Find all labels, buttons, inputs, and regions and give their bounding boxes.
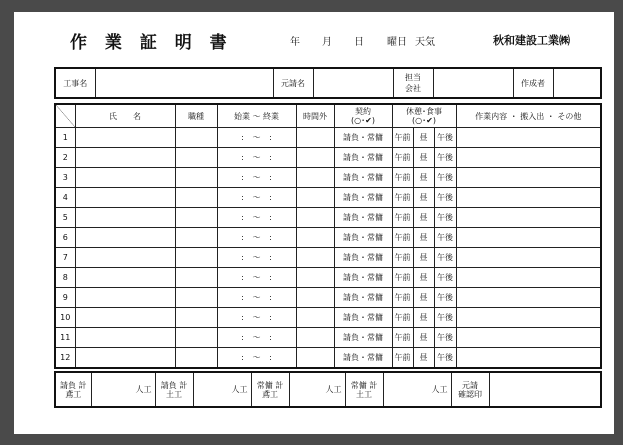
- table-row: [55, 168, 601, 188]
- corner-cell: [55, 104, 75, 128]
- approval-label-line2: 確認印: [458, 389, 482, 399]
- overtime-cell[interactable]: [296, 348, 334, 369]
- am-cell[interactable]: 午前: [392, 188, 413, 208]
- row-number: 11: [55, 328, 75, 348]
- overtime-cell[interactable]: [296, 228, 334, 248]
- time-start-colon: :: [241, 273, 244, 282]
- info-table: [54, 67, 602, 99]
- contract-cell[interactable]: 請負・常傭: [334, 348, 392, 369]
- overtime-cell[interactable]: [296, 328, 334, 348]
- total-label-1-line2: 鳶工: [65, 389, 82, 399]
- noon-cell[interactable]: 昼: [413, 308, 434, 328]
- pm-cell[interactable]: 午後: [434, 308, 456, 328]
- content-header: 作業内容 ・ 搬入出 ・ その他: [456, 104, 601, 128]
- name-cell[interactable]: [75, 328, 175, 348]
- name-header: 氏 名: [75, 104, 175, 128]
- break-header-line1: 休憩･食事: [406, 107, 442, 116]
- table-row: [55, 308, 601, 328]
- total-label-2: [155, 372, 193, 407]
- table-row: [55, 228, 601, 248]
- pm-cell[interactable]: 午後: [434, 208, 456, 228]
- time-header: 始業 ～ 終業: [217, 104, 296, 128]
- overtime-cell[interactable]: [296, 248, 334, 268]
- row-number: 6: [55, 228, 75, 248]
- person-field[interactable]: [433, 68, 513, 98]
- content-cell[interactable]: [456, 288, 601, 308]
- pm-cell[interactable]: 午後: [434, 168, 456, 188]
- time-start-colon: :: [241, 253, 244, 262]
- contractor-field[interactable]: [313, 68, 393, 98]
- contract-cell[interactable]: 請負・常傭: [334, 308, 392, 328]
- total-label-3-line1: 常傭 計: [256, 380, 284, 390]
- job-cell[interactable]: [175, 128, 217, 148]
- time-end-colon: :: [269, 253, 272, 262]
- job-cell[interactable]: [175, 268, 217, 288]
- pm-cell[interactable]: 午後: [434, 248, 456, 268]
- contractor-label: 元請名: [273, 68, 313, 98]
- time-cell[interactable]: [217, 208, 296, 228]
- noon-cell[interactable]: 昼: [413, 328, 434, 348]
- noon-cell[interactable]: 昼: [413, 348, 434, 369]
- name-cell[interactable]: [75, 248, 175, 268]
- time-cell[interactable]: [217, 248, 296, 268]
- time-start-colon: :: [241, 213, 244, 222]
- am-cell[interactable]: 午前: [392, 288, 413, 308]
- noon-cell[interactable]: 昼: [413, 128, 434, 148]
- pm-cell[interactable]: 午後: [434, 228, 456, 248]
- contract-cell[interactable]: 請負・常傭: [334, 228, 392, 248]
- time-tilde: ～: [252, 333, 261, 342]
- author-field[interactable]: [553, 68, 601, 98]
- name-cell[interactable]: [75, 288, 175, 308]
- total-value-3[interactable]: 人工: [289, 372, 345, 407]
- total-value-1[interactable]: 人工: [91, 372, 155, 407]
- noon-cell[interactable]: 昼: [413, 248, 434, 268]
- name-cell[interactable]: [75, 308, 175, 328]
- time-cell[interactable]: [217, 328, 296, 348]
- pm-cell[interactable]: 午後: [434, 268, 456, 288]
- weekday-label: 曜日: [387, 37, 407, 48]
- am-cell[interactable]: 午前: [392, 208, 413, 228]
- contract-cell[interactable]: 請負・常傭: [334, 288, 392, 308]
- time-end-colon: :: [269, 173, 272, 182]
- contract-cell[interactable]: 請負・常傭: [334, 148, 392, 168]
- name-cell[interactable]: [75, 208, 175, 228]
- name-cell[interactable]: [75, 168, 175, 188]
- overtime-cell[interactable]: [296, 128, 334, 148]
- noon-cell[interactable]: 昼: [413, 148, 434, 168]
- table-row: [55, 128, 601, 148]
- worker-table: [54, 103, 602, 369]
- overtime-cell[interactable]: [296, 208, 334, 228]
- table-row: [55, 208, 601, 228]
- am-cell[interactable]: 午前: [392, 308, 413, 328]
- approval-label-line1: 元請: [462, 380, 478, 390]
- time-tilde: ～: [252, 273, 261, 282]
- noon-cell[interactable]: 昼: [413, 188, 434, 208]
- content-cell[interactable]: [456, 208, 601, 228]
- time-tilde: ～: [252, 153, 261, 162]
- time-cell[interactable]: [217, 128, 296, 148]
- am-cell[interactable]: 午前: [392, 128, 413, 148]
- job-cell[interactable]: [175, 168, 217, 188]
- time-end-colon: :: [269, 293, 272, 302]
- job-cell[interactable]: [175, 348, 217, 369]
- table-row: [55, 268, 601, 288]
- table-row: [55, 148, 601, 168]
- person-label-line1: 担当: [405, 73, 421, 82]
- content-cell[interactable]: [456, 188, 601, 208]
- row-number: 12: [55, 348, 75, 369]
- row-number: 5: [55, 208, 75, 228]
- am-cell[interactable]: 午前: [392, 248, 413, 268]
- time-tilde: ～: [252, 313, 261, 322]
- total-label-2-line1: 請負 計: [160, 380, 188, 390]
- contract-cell[interactable]: 請負・常傭: [334, 168, 392, 188]
- noon-cell[interactable]: 昼: [413, 208, 434, 228]
- table-row: [55, 328, 601, 348]
- company-name: 秋和建設工業㈱: [493, 34, 570, 47]
- time-cell[interactable]: [217, 228, 296, 248]
- time-cell[interactable]: [217, 168, 296, 188]
- time-cell[interactable]: [217, 348, 296, 369]
- time-tilde: ～: [252, 353, 261, 362]
- row-number: 3: [55, 168, 75, 188]
- project-field[interactable]: [95, 68, 273, 98]
- total-label-4-line2: 土工: [356, 389, 372, 399]
- overtime-cell[interactable]: [296, 268, 334, 288]
- am-cell[interactable]: 午前: [392, 348, 413, 369]
- total-value-2[interactable]: 人工: [193, 372, 251, 407]
- author-label: 作成者: [513, 68, 553, 98]
- row-number: 1: [55, 128, 75, 148]
- day-label: 日: [354, 37, 364, 48]
- person-label: [393, 68, 433, 98]
- time-start-colon: :: [241, 153, 244, 162]
- time-start-colon: :: [241, 293, 244, 302]
- pm-cell[interactable]: 午後: [434, 148, 456, 168]
- row-number: 4: [55, 188, 75, 208]
- contract-cell[interactable]: 請負・常傭: [334, 188, 392, 208]
- project-label: 工事名: [55, 68, 95, 98]
- contract-header-line2: (○･✔): [351, 116, 375, 125]
- total-value-4[interactable]: 人工: [383, 372, 451, 407]
- overtime-cell[interactable]: [296, 308, 334, 328]
- table-row: [55, 188, 601, 208]
- pm-cell[interactable]: 午後: [434, 348, 456, 369]
- pm-cell[interactable]: 午後: [434, 128, 456, 148]
- time-tilde: ～: [252, 133, 261, 142]
- name-cell[interactable]: [75, 188, 175, 208]
- am-cell[interactable]: 午前: [392, 268, 413, 288]
- time-start-colon: :: [241, 193, 244, 202]
- time-start-colon: :: [241, 313, 244, 322]
- row-number: 2: [55, 148, 75, 168]
- name-cell[interactable]: [75, 228, 175, 248]
- totals-table: [54, 371, 602, 408]
- time-end-colon: :: [269, 273, 272, 282]
- total-label-4: [345, 372, 383, 407]
- time-cell[interactable]: [217, 148, 296, 168]
- name-cell[interactable]: [75, 348, 175, 369]
- overtime-cell[interactable]: [296, 288, 334, 308]
- job-cell[interactable]: [175, 208, 217, 228]
- overtime-cell[interactable]: [296, 168, 334, 188]
- time-tilde: ～: [252, 173, 261, 182]
- contract-cell[interactable]: 請負・常傭: [334, 268, 392, 288]
- content-cell[interactable]: [456, 308, 601, 328]
- year-label: 年: [290, 37, 300, 48]
- contract-header-line1: 契約: [355, 107, 371, 116]
- time-end-colon: :: [269, 133, 272, 142]
- job-cell[interactable]: [175, 148, 217, 168]
- content-cell[interactable]: [456, 268, 601, 288]
- content-cell[interactable]: [456, 148, 601, 168]
- time-end-colon: :: [269, 153, 272, 162]
- name-cell[interactable]: [75, 268, 175, 288]
- overtime-cell[interactable]: [296, 188, 334, 208]
- time-end-colon: :: [269, 233, 272, 242]
- contract-cell[interactable]: 請負・常傭: [334, 248, 392, 268]
- am-cell[interactable]: 午前: [392, 148, 413, 168]
- am-cell[interactable]: 午前: [392, 168, 413, 188]
- time-end-colon: :: [269, 353, 272, 362]
- time-cell[interactable]: [217, 288, 296, 308]
- pm-cell[interactable]: 午後: [434, 188, 456, 208]
- table-row: [55, 288, 601, 308]
- contract-header: [334, 104, 392, 128]
- content-cell[interactable]: [456, 228, 601, 248]
- content-cell[interactable]: [456, 328, 601, 348]
- job-header: 職種: [175, 104, 217, 128]
- noon-cell[interactable]: 昼: [413, 288, 434, 308]
- row-number: 7: [55, 248, 75, 268]
- content-cell[interactable]: [456, 248, 601, 268]
- total-label-1: [55, 372, 91, 407]
- time-tilde: ～: [252, 293, 261, 302]
- total-label-4-line1: 常傭 計: [350, 380, 378, 390]
- time-start-colon: :: [241, 333, 244, 342]
- job-cell[interactable]: [175, 288, 217, 308]
- am-cell[interactable]: 午前: [392, 228, 413, 248]
- am-cell[interactable]: 午前: [392, 328, 413, 348]
- time-cell[interactable]: [217, 188, 296, 208]
- job-cell[interactable]: [175, 188, 217, 208]
- time-start-colon: :: [241, 353, 244, 362]
- overtime-cell[interactable]: [296, 148, 334, 168]
- content-cell[interactable]: [456, 168, 601, 188]
- time-start-colon: :: [241, 173, 244, 182]
- time-end-colon: :: [269, 193, 272, 202]
- noon-cell[interactable]: 昼: [413, 268, 434, 288]
- time-tilde: ～: [252, 253, 261, 262]
- total-label-3: [251, 372, 289, 407]
- total-label-3-line2: 鳶工: [262, 389, 278, 399]
- time-start-colon: :: [241, 233, 244, 242]
- row-number: 9: [55, 288, 75, 308]
- job-cell[interactable]: [175, 328, 217, 348]
- name-cell[interactable]: [75, 148, 175, 168]
- total-label-2-line2: 土工: [166, 389, 182, 399]
- weather-label: 天気: [415, 37, 435, 48]
- time-end-colon: :: [269, 313, 272, 322]
- job-cell[interactable]: [175, 228, 217, 248]
- time-tilde: ～: [252, 233, 261, 242]
- contract-cell[interactable]: 請負・常傭: [334, 128, 392, 148]
- table-row: [55, 248, 601, 268]
- time-cell[interactable]: [217, 268, 296, 288]
- break-header-line2: (○･✔): [412, 116, 436, 125]
- job-cell[interactable]: [175, 308, 217, 328]
- row-number: 10: [55, 308, 75, 328]
- break-header: [392, 104, 456, 128]
- contract-cell[interactable]: 請負・常傭: [334, 328, 392, 348]
- name-cell[interactable]: [75, 128, 175, 148]
- approval-stamp-field[interactable]: [489, 372, 601, 407]
- pm-cell[interactable]: 午後: [434, 288, 456, 308]
- time-tilde: ～: [252, 193, 261, 202]
- page-title: 作 業 証 明 書: [70, 33, 233, 53]
- contract-cell[interactable]: 請負・常傭: [334, 208, 392, 228]
- noon-cell[interactable]: 昼: [413, 228, 434, 248]
- total-label-1-line1: 請負 計: [59, 380, 87, 390]
- content-cell[interactable]: [456, 128, 601, 148]
- job-cell[interactable]: [175, 248, 217, 268]
- table-row: [55, 348, 601, 369]
- row-number: 8: [55, 268, 75, 288]
- month-label: 月: [322, 37, 332, 48]
- pm-cell[interactable]: 午後: [434, 328, 456, 348]
- approval-label: [451, 372, 489, 407]
- time-cell[interactable]: [217, 308, 296, 328]
- overtime-header: 時間外: [296, 104, 334, 128]
- person-label-line2: 会社: [405, 84, 421, 93]
- noon-cell[interactable]: 昼: [413, 168, 434, 188]
- time-tilde: ～: [252, 213, 261, 222]
- time-start-colon: :: [241, 133, 244, 142]
- time-end-colon: :: [269, 213, 272, 222]
- time-end-colon: :: [269, 333, 272, 342]
- content-cell[interactable]: [456, 348, 601, 369]
